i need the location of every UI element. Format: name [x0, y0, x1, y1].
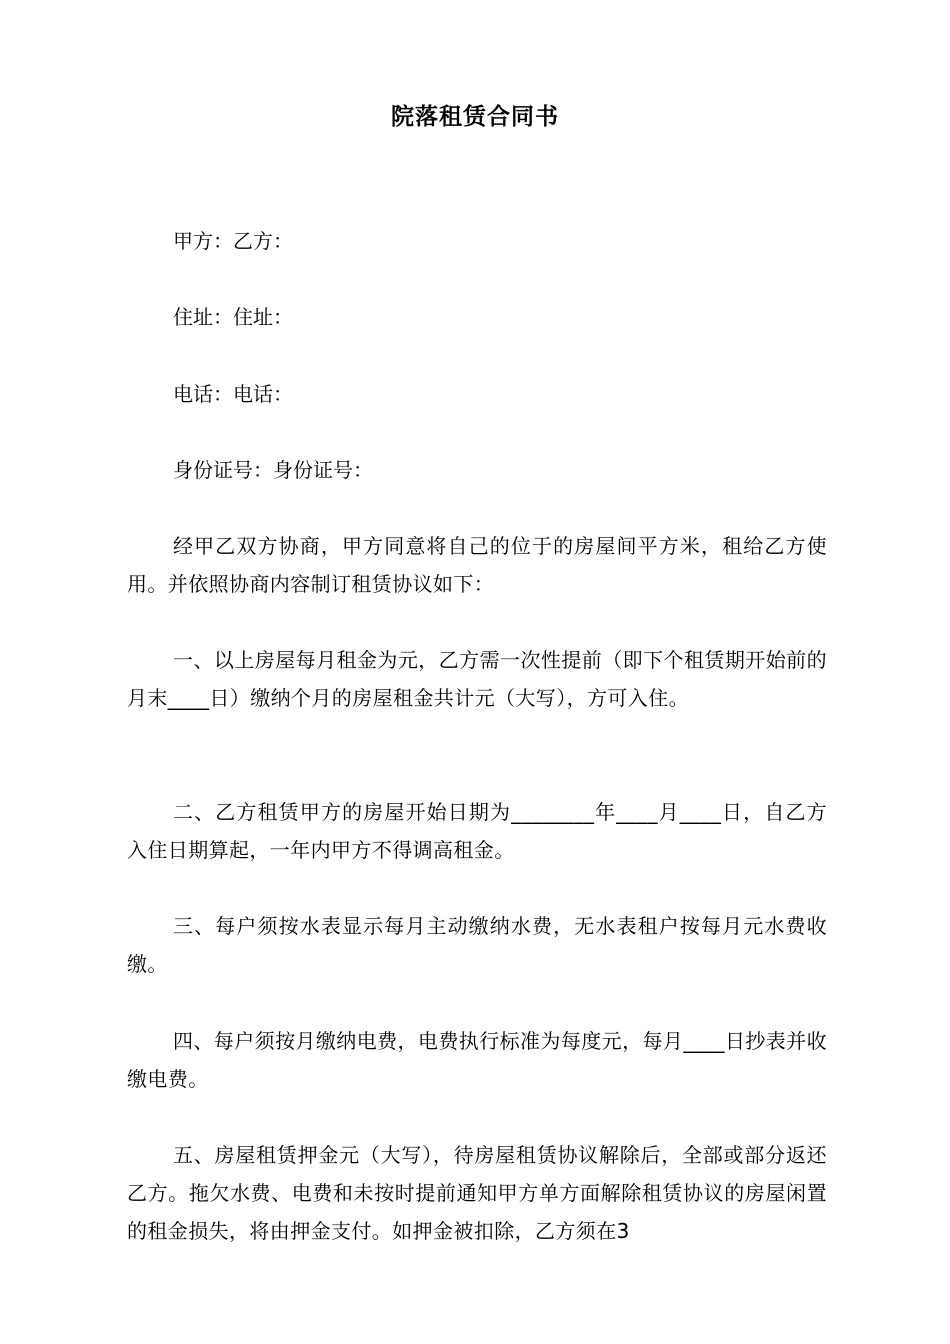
phone-line: 电话：电话： — [173, 382, 293, 406]
party-line: 甲方：乙方： — [173, 229, 293, 253]
id-number-line: 身份证号：身份证号： — [173, 458, 373, 482]
address-line: 住址：住址： — [173, 305, 293, 329]
clause-3-paragraph: 三、每户须按水表显示每月主动缴纳水费，无水表租户按每月元水费收缴。 — [127, 914, 827, 976]
clause-5-paragraph: 五、房屋租赁押金元（大写），待房屋租赁协议解除后，全部或部分返还乙方。拖欠水费、电费和未按时提前通知甲方单方面解除租赁协议的房屋闲置的租金损失，将由押金支付。如押金被扣除，乙方须在3 — [127, 1143, 827, 1243]
intro-paragraph: 经甲乙双方协商，甲方同意将自己的位于的房屋间平方米，租给乙方使用。并依照协商内容制订租赁协议如下： — [127, 534, 827, 596]
clause-4-paragraph: 四、每户须按月缴纳电费，电费执行标准为每度元，每月____日抄表并收缴电费。 — [127, 1029, 827, 1091]
clause-1-paragraph: 一、以上房屋每月租金为元，乙方需一次性提前（即下个租赁期开始前的月末____日）缴纳个月的房屋租金共计元（大写），方可入住。 — [127, 648, 827, 710]
document-title: 院落租赁合同书 — [391, 104, 559, 130]
clause-2-paragraph: 二、乙方租赁甲方的房屋开始日期为________年____月____日，自乙方入住日期算起，一年内甲方不得调高租金。 — [127, 800, 827, 862]
